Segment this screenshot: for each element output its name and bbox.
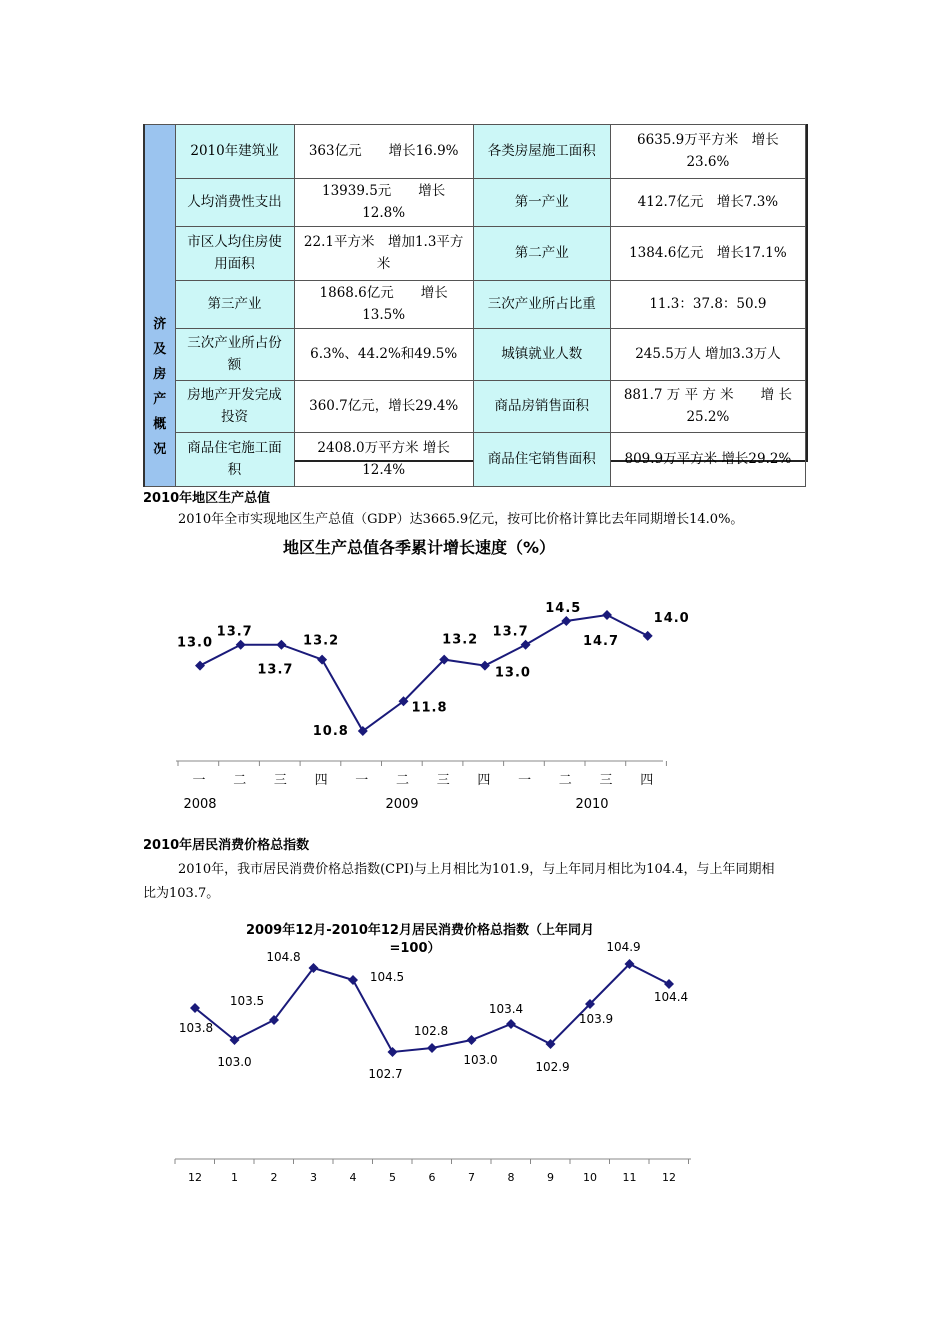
- gdp-heading: 2010年地区生产总值: [143, 491, 271, 506]
- table-value-cell: 6.3%、44.2%和49.5%: [294, 329, 473, 381]
- cpi-paragraph-line1: 2010年，我市居民消费价格总指数(CPI)与上月相比为101.9，与上年同月相比为104.4，与上年同期相: [178, 862, 775, 877]
- table-label-cell: 房地产开发完成投资: [175, 381, 294, 433]
- data-point-marker: [602, 610, 612, 620]
- data-point-marker: [643, 631, 653, 641]
- data-label: 14.0: [653, 610, 690, 626]
- data-label: 103.0: [217, 1055, 252, 1069]
- table-label-cell: 市区人均住房使用面积: [175, 227, 294, 281]
- side-label-char: 产: [153, 392, 167, 408]
- data-label: 13.2: [442, 632, 479, 648]
- x-tick-label: 5: [389, 1171, 396, 1184]
- x-tick-label: 4: [349, 1171, 357, 1184]
- chart-title: 地区生产总值各季累计增长速度（%）: [282, 538, 556, 557]
- table-value-cell: 22.1平方米 增加1.3平方米: [294, 227, 473, 281]
- table-value-cell: 881.7 万 平 方 米 增 长25.2%: [610, 381, 805, 433]
- table-row: [144, 281, 806, 329]
- table-label-cell: 第二产业: [473, 227, 610, 281]
- x-tick-label: 12: [188, 1171, 202, 1184]
- side-label-char: 房: [153, 367, 167, 383]
- economy-overview-table: [143, 124, 808, 478]
- table-row: [144, 433, 806, 487]
- data-label: 104.8: [266, 950, 301, 964]
- data-label: 13.7: [257, 662, 294, 678]
- table-value-cell: 363亿元 增长16.9%: [294, 125, 473, 179]
- table-label-cell: 商品住宅销售面积: [473, 433, 610, 487]
- x-group-label: 2008: [183, 797, 217, 812]
- x-tick-label: 10: [583, 1171, 597, 1184]
- table-value-cell: 412.7亿元 增长7.3%: [610, 179, 805, 227]
- x-group-label: 2010: [575, 797, 609, 812]
- table-label-cell: 城镇就业人数: [473, 329, 610, 381]
- x-tick-label: 12: [662, 1171, 676, 1184]
- x-tick-label: 2: [270, 1171, 278, 1184]
- table-label-cell: 2010年建筑业: [175, 125, 294, 179]
- series-line: [195, 964, 669, 1052]
- data-label: 14.5: [545, 600, 582, 616]
- data-point-marker: [561, 616, 571, 626]
- cpi-paragraph-line2: 比为103.7。: [143, 886, 220, 901]
- x-tick-label: 9: [547, 1171, 554, 1184]
- side-label-char: 概: [153, 417, 167, 433]
- table-label-cell: 商品住宅施工面积: [175, 433, 294, 487]
- x-tick-label: 三: [273, 773, 287, 788]
- table-value-cell: 11.3：37.8：50.9: [610, 281, 805, 329]
- x-tick-label: 三: [436, 773, 450, 788]
- side-label-char: 况: [153, 442, 167, 458]
- data-label: 102.9: [535, 1060, 570, 1074]
- data-label: 11.8: [411, 700, 448, 716]
- data-label: 13.7: [492, 624, 529, 640]
- table-row: [144, 227, 806, 281]
- cpi-heading: 2010年居民消费价格总指数: [143, 838, 310, 853]
- table-value-cell: 13939.5元 增长12.8%: [294, 179, 473, 227]
- data-point-marker: [467, 1035, 477, 1045]
- data-label: 10.8: [312, 724, 349, 739]
- table-label-cell: 人均消费性支出: [175, 179, 294, 227]
- table-row: [144, 125, 806, 179]
- table-row: [144, 329, 806, 381]
- x-tick-label: 二: [233, 773, 247, 788]
- data-point-marker: [276, 640, 286, 650]
- data-label: 14.7: [582, 634, 620, 649]
- data-label: 13.2: [303, 633, 340, 649]
- data-label: 103.8: [178, 1021, 214, 1035]
- gdp-paragraph: 2010年全市实现地区生产总值（GDP）达3665.9亿元，按可比价格计算比去年同期增长14.0%。: [178, 512, 744, 527]
- data-label: 103.0: [463, 1053, 498, 1067]
- x-tick-label: 7: [468, 1171, 475, 1184]
- x-tick-label: 一: [355, 773, 369, 788]
- cpi-index-chart: [140, 912, 720, 1192]
- data-label: 13.0: [494, 665, 531, 681]
- data-label: 13.7: [216, 624, 253, 640]
- data-point-marker: [664, 979, 674, 989]
- x-tick-label: 二: [395, 773, 410, 788]
- side-label-char: 济: [153, 317, 167, 333]
- data-label: 104.9: [606, 940, 641, 954]
- data-point-marker: [506, 1019, 516, 1029]
- table-value-cell: 2408.0万平方米 增长12.4%: [294, 433, 473, 487]
- x-tick-label: 3: [310, 1171, 317, 1184]
- table-value-cell: 1868.6亿元 增长13.5%: [294, 281, 473, 329]
- chart-title-line2: =100）: [389, 941, 441, 956]
- table-row: [144, 381, 806, 433]
- x-tick-label: 二: [558, 773, 572, 788]
- table-row: [144, 179, 806, 227]
- table-label-cell: 各类房屋施工面积: [473, 125, 610, 179]
- x-tick-label: 6: [428, 1171, 436, 1184]
- data-label: 103.9: [578, 1012, 614, 1026]
- x-tick-label: 1: [231, 1171, 238, 1184]
- gdp-growth-chart: [140, 530, 700, 820]
- table-label-cell: 商品房销售面积: [473, 381, 610, 433]
- data-label: 102.7: [368, 1067, 403, 1081]
- x-group-label: 2009: [385, 797, 419, 812]
- data-point-marker: [521, 640, 531, 650]
- table-value-cell: 360.7亿元，增长29.4%: [294, 381, 473, 433]
- data-label: 102.8: [413, 1024, 449, 1038]
- table-label-cell: 第一产业: [473, 179, 610, 227]
- x-tick-label: 四: [477, 773, 491, 788]
- table-label-cell: 第三产业: [175, 281, 294, 329]
- side-label-char: 及: [153, 342, 167, 358]
- data-label: 104.4: [653, 990, 689, 1004]
- x-tick-label: 四: [640, 773, 654, 788]
- table-value-cell: 6635.9万平方米 增长23.6%: [610, 125, 805, 179]
- data-label: 103.5: [229, 994, 265, 1008]
- table-label-cell: 三次产业所占比重: [473, 281, 610, 329]
- data-label: 13.0: [176, 635, 214, 651]
- x-tick-label: 8: [507, 1171, 515, 1184]
- x-tick-label: 一: [192, 773, 206, 788]
- data-point-marker: [480, 661, 490, 671]
- data-point-marker: [317, 655, 327, 665]
- data-label: 104.5: [369, 970, 405, 984]
- x-tick-label: 四: [314, 773, 328, 788]
- data-label: 103.4: [488, 1002, 524, 1016]
- table-value-cell: 1384.6亿元 增长17.1%: [610, 227, 805, 281]
- data-point-marker: [348, 975, 358, 985]
- data-point-marker: [388, 1047, 398, 1057]
- data-point-marker: [236, 640, 246, 650]
- chart-title-line1: 2009年12月-2010年12月居民消费价格总指数（上年同月: [246, 923, 594, 938]
- x-tick-label: 11: [622, 1171, 637, 1184]
- table-value-cell: 809.9万平方米 增长29.2%: [610, 433, 805, 487]
- table-side-label: [144, 125, 175, 487]
- x-tick-label: 三: [599, 773, 613, 788]
- data-point-marker: [427, 1043, 437, 1053]
- x-tick-label: 一: [518, 773, 532, 788]
- table-label-cell: 三次产业所占份额: [175, 329, 294, 381]
- table-value-cell: 245.5万人 增加3.3万人: [610, 329, 805, 381]
- data-point-marker: [195, 661, 205, 671]
